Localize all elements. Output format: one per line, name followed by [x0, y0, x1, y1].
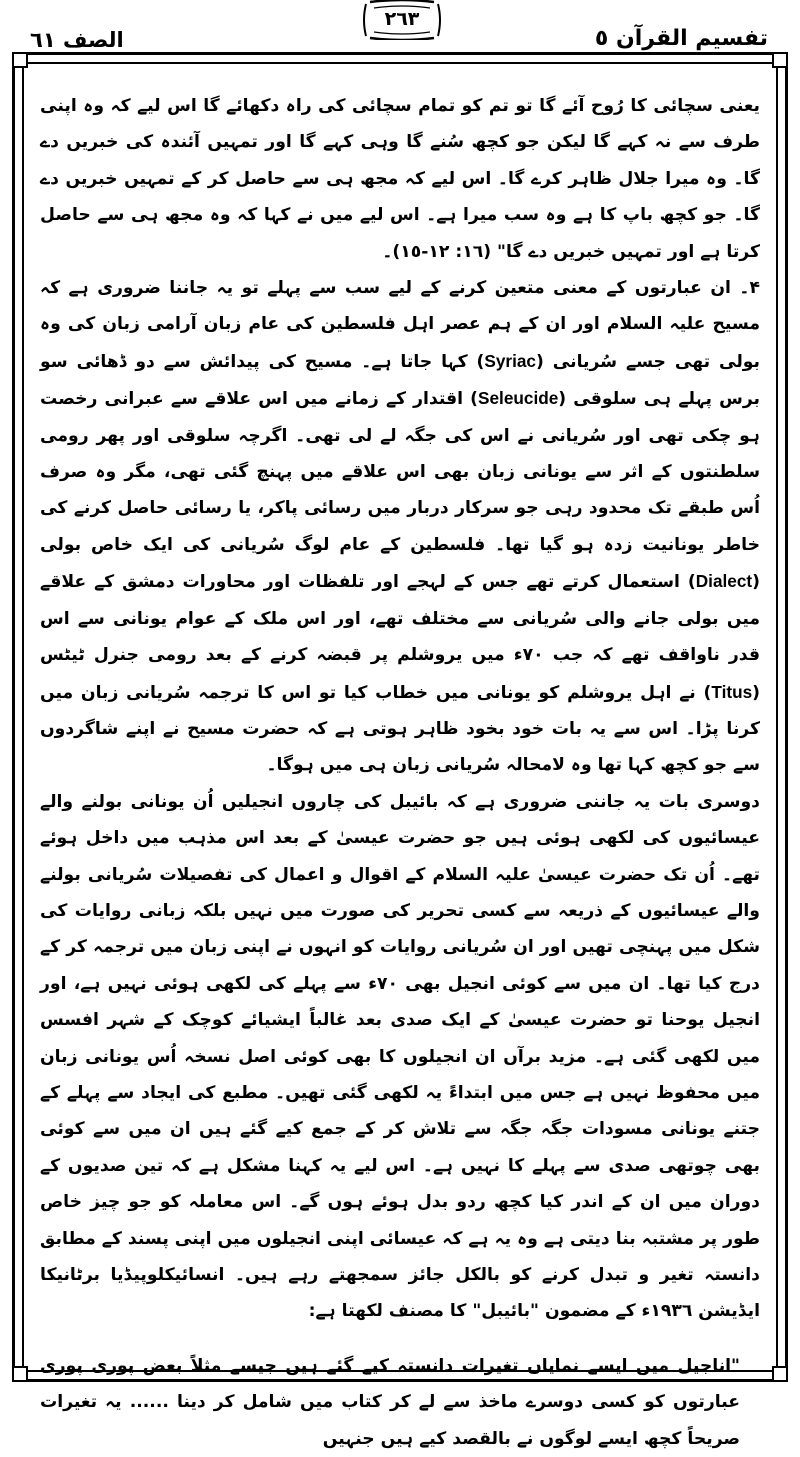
border-corner-ornament: [772, 52, 788, 68]
page-number: ٢٦٣: [384, 8, 420, 30]
book-title: تفسیم القرآن ٥: [594, 26, 768, 51]
spacer: [40, 1330, 760, 1348]
quoted-passage: یعنی سچائی کا رُوح آئے گا تو تم کو تمام سچائی کی راہ دکھائے گا اس لیے کہ وہ اپنی طرف سے نہ کہے گا لیکن جو کچھ سُنے گا وہی کہے گا اور تمہیں آئندہ کی خبریں دے گا۔ وہ میرا جلال ظاہر کرے گا۔ اس لیے کہ مجھ ہی سے حاصل کر کے تمہیں خبریں دے گا۔ جو کچھ باپ کا ہے وہ سب میرا ہے۔ اس لیے میں نے کہا کہ وہ مجھ ہی سے حاصل کرتا ہے اور تمہیں خبریں دے گا" (١٦: ١٢-١٥)۔: [40, 96, 760, 262]
latin-term-syriac: Syriac: [484, 350, 536, 371]
block-quote: "اناجیل میں ایسے نمایاں تغیرات دانستہ کیے گئے ہیں جیسے مثلاً بعض پوری پوری عبارتوں کو کسی دوسرے ماخذ سے لے کر کتاب میں شامل کر دینا ...... یہ تغیرات صریحاً کچھ ایسے لوگوں نے بالقصد کیے ہیں جنہیں: [40, 1355, 740, 1449]
paragraph-text: ) کہا جاتا ہے۔ مسیح کی پیدائش سے دو ڈھائی سو برس پہلے ہی سلوقی (: [40, 351, 760, 410]
paragraph-4: [40, 270, 760, 784]
page-number-ornament: [360, 0, 444, 40]
paragraph-bible-origins: دوسری بات یہ جاننی ضروری ہے کہ بائیبل کی چاروں انجیلیں اُن یونانی بولنے والے عیسائیوں کی لکھی ہوئی ہیں جو حضرت عیسیٰ کے بعد اس مذہب میں داخل ہوئے تھے۔ اُن تک حضرت عیسیٰ علیہ السلام کے اقوال و اعمال کی تفصیلات سُریانی بولنے والے عیسائیوں کے ذریعہ سے کسی تحریر کی صورت میں نہیں بلکہ زبانی روایات کی شکل میں پہنچی تھیں اور ان سُریانی روایات کو انہوں نے اپنی زبان میں ترجمہ کر کے درج کیا تھا۔ ان میں سے کوئی انجیل بھی ٧٠ء سے پہلے کی لکھی ہوئی نہیں ہے، اور انجیل یوحنا تو حضرت عیسیٰ کے ایک صدی بعد غالباً ایشیائے کوچک کے شہر افسس میں لکھی گئی ہے۔ مزید برآں ان انجیلوں کا بھی کوئی اصل نسخہ اُس یونانی زبان میں محفوظ نہیں ہے جس میں ابتداءً یہ لکھی گئی تھیں۔ مطبع کی ایجاد سے پہلے کے جتنے یونانی مسودات جگہ جگہ سے تلاش کر کے جمع کیے گئے ہیں ان میں سے کوئی بھی چوتھی صدی سے پہلے کا نہیں ہے۔ اس لیے یہ کہنا مشکل ہے کہ تین صدیوں کے دوران میں ان کے اندر کیا کچھ ردو بدل ہوئے ہوں گے۔ اس معاملہ کو جو چیز خاص طور پر مشتبہ بنا دیتی ہے وہ یہ ہے کہ عیسائی اپنی انجیلوں میں اپنی پسند کے مطابق دانستہ تغیر و تبدل کرنے کو بالکل جائز سمجھتے رہے ہیں۔ انسائیکلوپیڈیا برٹانیکا ایڈیشن ١٩٣٦ء کے مضمون "بائیبل" کا مصنف لکھتا ہے:: [40, 791, 760, 1322]
page-body: [40, 88, 760, 1457]
paragraph-text: ) استعمال کرتے تھے جس کے لہجے اور تلفظات اور محاورات دمشق کے علاقے میں بولی جانے والی سُریانی سے مختلف تھے، اور اس ملک کے عوام یونانی سے اس قدر ناواقف تھے کہ جب ٧٠ء میں یروشلم پر قبضہ کرنے کے بعد رومی جنرل ٹیٹس (: [40, 572, 760, 703]
border-corner-ornament: [12, 1366, 28, 1382]
page-header: [0, 0, 800, 60]
paragraph-text: ) اقتدار کے زمانے میں اس علاقے سے عبرانی رخصت ہو چکی تھی اور سُریانی نے اس کی جگہ لے لی تھی۔ اگرچہ سلوقی اور پھر رومی سلطنتوں کے اثر سے یونانی زبان بھی اس علاقے میں پہنچ گئی تھی، مگر وہ صرف اُس طبقے تک محدود رہی جو سرکار دربار میں رسائی پاکر، یا رسائی حاصل کرنے کی خاطر یونانیت زدہ ہو گیا تھا۔ فلسطین کے عام لوگ سُریانی کی ایک خاص بولی (: [40, 389, 761, 593]
paragraph-text: ) نے اہل یروشلم کو یونانی میں خطاب کیا تو اس کا ترجمہ سُریانی زبان میں کرنا پڑا۔ اس سے یہ بات خود بخود ظاہر ہوتی ہے کہ حضرت مسیح نے اپنے شاگردوں سے جو کچھ کہا تھا وہ لامحالہ سُریانی زبان ہی میں ہوگا۔: [40, 682, 760, 776]
surah-reference: الصف ٦١: [30, 28, 124, 52]
latin-term-seleucide: Seleucide: [478, 388, 559, 409]
border-corner-ornament: [12, 52, 28, 68]
latin-term-dialect: Dialect: [695, 571, 753, 592]
paragraph-text: ۴۔ ان عبارتوں کے معنی متعین کرنے کے لیے سب سے پہلے تو یہ جاننا ضروری ہے کہ مسیح علیہ السلام اور ان کے ہم عصر اہل فلسطین کی عام زبان آرامی زبان کی وہ بولی تھی جسے سُریانی (: [40, 278, 761, 372]
latin-term-titus: Titus: [711, 681, 753, 702]
border-corner-ornament: [772, 1366, 788, 1382]
